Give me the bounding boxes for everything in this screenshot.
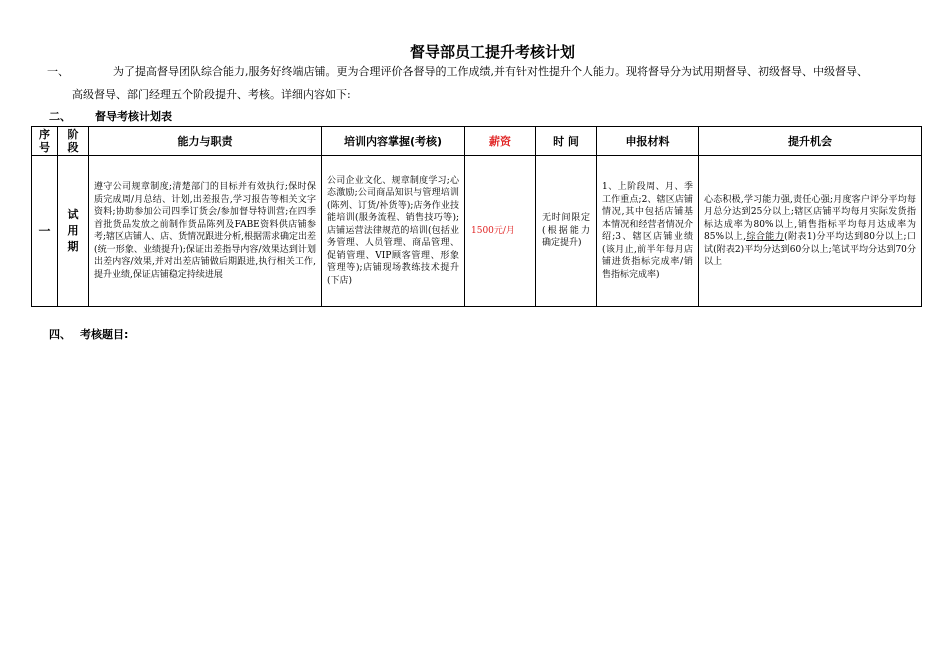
header-time: 时 间 [536,127,597,156]
document-title: 督导部员工提升考核计划 [409,43,575,61]
header-duty: 能力与职责 [89,127,322,156]
section2-number: 二、 [49,110,71,123]
header-materials: 申报材料 [597,127,699,156]
assessment-plan-table [31,126,922,307]
header-promotion: 提升机会 [699,127,922,156]
header-salary: 薪资 [465,127,536,156]
section4-title: 考核题目: [80,328,129,341]
header-stage: 阶段 [58,127,89,156]
table-row [32,156,922,307]
intro-paragraph-line2: 高级督导、部门经理五个阶段提升、考核。详细内容如下: [72,88,351,101]
link-comprehensive-ability: 综合能力 [746,232,785,242]
cell-time: 无时间限定(根据能力确定提升) [536,156,597,307]
header-training: 培训内容掌握(考核) [322,127,465,156]
cell-duty: 遵守公司规章制度;清楚部门的目标并有效执行;保时保质完成周/月总结、计划,出差报告,学习报告等相关文字资料;协助参加公司四季订货会/参加督导特训营;在四季首批货品发放之前制作货品陈列及FABE资料供店铺参考;辖区店铺人、店、货情况跟进分析,根据需求确定出差(统一形象、业绩提升);保证出差指导内容/效果达到计划出差内容/效果,并对出差店铺做后期跟进,执行相关工作,提升业绩,保证店铺稳定持续进展 [89,156,322,307]
table-header-row [32,127,922,156]
intro-paragraph-line1: 为了提高督导团队综合能力,服务好终端店铺。更为合理评价各督导的工作成绩,并有针对性提升个人能力。现将督导分为试用期督导、初级督导、中级督导、 [113,65,868,78]
section2-title: 督导考核计划表 [95,110,172,123]
cell-stage: 试用期 [58,156,89,307]
cell-training: 公司企业文化、规章制度学习;心态激励;公司商品知识与管理培训(陈列、订货/补货等);店务作业技能培训(服务流程、销售技巧等);店铺运营法律规范的培训(包括业务管理、人员管理、商品管理、促销管理、VIP顾客管理、形象管理等);店铺现场教练技术提升(下店) [322,156,465,307]
cell-salary: 1500元/月 [465,156,536,307]
section4-number: 四、 [49,328,71,341]
cell-promotion: 心态积极,学习能力强,责任心强;月度客户评分平均每月总分达到25分以上;辖区店铺平均每月实际发货指标达成率为80%以上,销售指标平均每月达成率为85%以上,综合能力(附表1)分平均达到80分以上;口试(附表2)平均分达到60分以上;笔试平均分达到70分以上 [699,156,922,307]
cell-materials: 1、上阶段周、月、季工作重点;2、辖区店铺情况,其中包括店铺基本情况和经营者情况介绍;3、辖区店铺业绩(该月止,前半年每月店铺进货指标完成率/销售指标完成率) [597,156,699,307]
cell-seq: 一 [32,156,58,307]
header-seq: 序号 [32,127,58,156]
intro-number: 一、 [47,65,69,78]
